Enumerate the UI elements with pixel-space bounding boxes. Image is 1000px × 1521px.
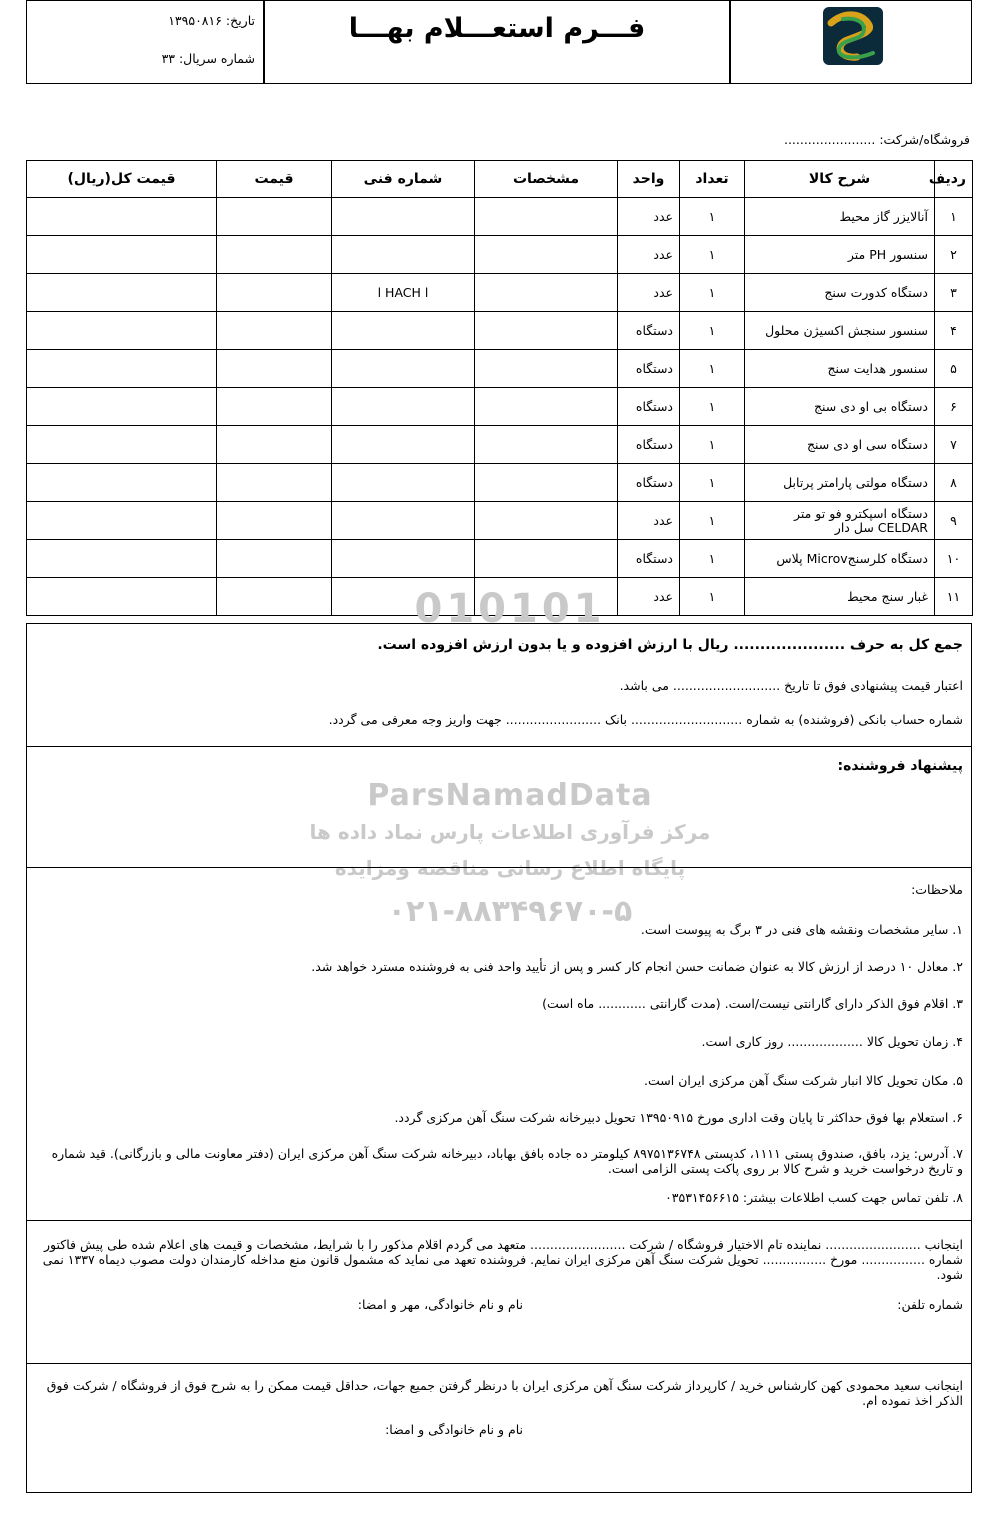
description-cell: سنسور سنجش اکسیژن محلول: [745, 312, 935, 350]
quantity-cell: ۱: [680, 426, 745, 464]
header-title-box: [264, 0, 730, 84]
unit-cell: دستگاه: [618, 540, 680, 578]
price-cell: [217, 350, 332, 388]
note-item: ۳. اقلام فوق الذکر دارای گارانتی نیست/است. (مدت گارانتی ............ ماه است): [542, 996, 963, 1011]
unit-cell: عدد: [618, 274, 680, 312]
note-item: ۷. آدرس: یزد، بافق، صندوق پستی ۱۱۱۱، کدپستی ۸۹۷۵۱۳۶۷۴۸ کیلومتر ده جاده بافق بهاباد، دبیرخانه شرکت سنگ آهن مرکزی ایران (دفتر معاونت مالی و بازرگانی). قید شماره و تاریخ درخواست خرید و شرح کالا بر روی پاکت پستی الزامی است.: [51, 1146, 963, 1176]
description-cell: دستگاه اسپکترو فو تو متر CELDAR سل دار: [745, 502, 935, 540]
tech-number-cell: [332, 426, 475, 464]
tech-number-cell: [332, 502, 475, 540]
description-cell: دستگاه کلرسنجMicrov پلاس: [745, 540, 935, 578]
total-price-cell: [27, 464, 217, 502]
specs-cell: [475, 502, 618, 540]
description-cell: آنالایزر گاز محیط: [745, 198, 935, 236]
row-number-cell: ۸: [935, 464, 973, 502]
total-section: [26, 623, 972, 747]
header-meta-box: [26, 0, 264, 84]
col-header-quantity: تعداد: [680, 161, 745, 198]
price-cell: [217, 578, 332, 616]
tech-number-cell: [332, 350, 475, 388]
row-number-cell: ۲: [935, 236, 973, 274]
total-price-cell: [27, 502, 217, 540]
items-table: [26, 160, 973, 616]
description-cell: دستگاه سی او دی سنج: [745, 426, 935, 464]
row-number-cell: ۱۰: [935, 540, 973, 578]
unit-cell: دستگاه: [618, 464, 680, 502]
bank-account: شماره حساب بانکی (فروشنده) به شماره ............................ بانک ........................ جهت واریز وجه معرفی می گردد.: [328, 712, 963, 727]
notes-title: ملاحظات:: [911, 882, 963, 897]
unit-cell: عدد: [618, 578, 680, 616]
total-price-cell: [27, 274, 217, 312]
buyer-statement: اینجانب سعید محمودی کهن کارشناس خرید / کارپرداز شرکت سنگ آهن مرکزی ایران با درنظر گرفتن جمیع جهات، حداقل قیمت ممکن را به شرح فوق از فروشگاه / شرکت فوق الذکر اخذ نموده ام.: [46, 1378, 963, 1408]
total-price-cell: [27, 236, 217, 274]
table-row: [27, 578, 973, 616]
specs-cell: [475, 578, 618, 616]
watermark-line1: مرکز فرآوری اطلاعات پارس نماد داده ها: [309, 820, 711, 844]
price-cell: [217, 198, 332, 236]
note-item: ۶. استعلام بها فوق حداکثر تا پایان وقت اداری مورخ ۱۳۹۵۰۹۱۵ تحویل دبیرخانه شرکت سنگ آهن مرکزی گردد.: [394, 1110, 963, 1125]
tech-number-cell: [332, 388, 475, 426]
total-price-cell: [27, 388, 217, 426]
signature-section: [26, 1220, 972, 1364]
quantity-cell: ۱: [680, 388, 745, 426]
table-row: [27, 426, 973, 464]
description-cell: دستگاه مولتی پارامتر پرتابل: [745, 464, 935, 502]
supplier-field: فروشگاه/شرکت: .......................: [783, 132, 970, 147]
form-title: فـــرم استعـــلام بهـــا: [348, 13, 646, 44]
quantity-cell: ۱: [680, 464, 745, 502]
row-number-cell: ۱۱: [935, 578, 973, 616]
specs-cell: [475, 426, 618, 464]
price-cell: [217, 312, 332, 350]
specs-cell: [475, 540, 618, 578]
total-price-cell: [27, 540, 217, 578]
quantity-cell: ۱: [680, 502, 745, 540]
specs-cell: [475, 274, 618, 312]
table-row: [27, 274, 973, 312]
row-number-cell: ۶: [935, 388, 973, 426]
seller-commitment: اینجانب ........................ نماینده تام الاختیار فروشگاه / شرکت ........................ متعهد می گردم اقلام مذکور را با شرایط، مشخصات و قیمت های اعلام شده طی پیش فاکتور شماره ................ مورخ ................ تحویل شرکت سنگ آهن مرکزی ایران نمایم. فروشنده تعهد می نماید که مشمول قانون منع مداخله کارمندان دولت مصوب دیماه ۱۳۳۷ نمی شود.: [42, 1237, 963, 1282]
unit-cell: دستگاه: [618, 388, 680, 426]
watermark-line2: پایگاه اطلاع رسانی مناقصه ومزایده: [334, 856, 686, 880]
col-header-total-price: قیمت کل(ریال): [27, 161, 217, 198]
quantity-cell: ۱: [680, 578, 745, 616]
watermark-brand: ParsNamadData: [367, 778, 653, 813]
table-row: [27, 236, 973, 274]
date-label: تاریخ: ۱۳۹۵۰۸۱۶: [168, 13, 255, 28]
serial-label: شماره سریال: ۳۳: [161, 51, 255, 66]
price-cell: [217, 464, 332, 502]
quantity-cell: ۱: [680, 312, 745, 350]
table-row: [27, 502, 973, 540]
company-logo: [823, 7, 883, 65]
seller-offer-label: پیشنهاد فروشنده:: [837, 758, 963, 774]
note-item: ۱. سایر مشخصات ونقشه های فنی در ۳ برگ به پیوست است.: [640, 922, 963, 937]
specs-cell: [475, 464, 618, 502]
price-cell: [217, 236, 332, 274]
quantity-cell: ۱: [680, 350, 745, 388]
note-item: ۴. زمان تحویل کالا ................... روز کاری است.: [701, 1034, 963, 1049]
unit-cell: دستگاه: [618, 426, 680, 464]
price-cell: [217, 274, 332, 312]
table-row: [27, 388, 973, 426]
specs-cell: [475, 350, 618, 388]
note-item: ۵. مکان تحویل کالا انبار شرکت سنگ آهن مرکزی ایران است.: [644, 1073, 963, 1088]
row-number-cell: ۱: [935, 198, 973, 236]
quantity-cell: ۱: [680, 540, 745, 578]
price-cell: [217, 540, 332, 578]
col-header-price: قیمت: [217, 161, 332, 198]
table-row: [27, 198, 973, 236]
col-header-row-number: ردیف: [935, 161, 973, 198]
tech-number-cell: [332, 198, 475, 236]
tech-number-cell: [332, 578, 475, 616]
table-row: [27, 540, 973, 578]
row-number-cell: ۷: [935, 426, 973, 464]
description-cell: سنسور هدایت سنج: [745, 350, 935, 388]
watermark-phone: ۰۲۱-۸۸۳۴۹۶۷۰-۵: [387, 894, 633, 929]
seller-name-sign-label: نام و نام خانوادگی، مهر و امضا:: [357, 1297, 523, 1312]
tech-number-cell: [332, 312, 475, 350]
total-price-cell: [27, 426, 217, 464]
specs-cell: [475, 236, 618, 274]
unit-cell: عدد: [618, 198, 680, 236]
price-cell: [217, 426, 332, 464]
header-logo-box: [730, 0, 972, 84]
price-cell: [217, 502, 332, 540]
col-header-tech-number: شماره فنی: [332, 161, 475, 198]
description-cell: سنسور PH متر: [745, 236, 935, 274]
total-price-cell: [27, 578, 217, 616]
tech-number-cell: [332, 464, 475, 502]
price-validity: اعتبار قیمت پیشنهادی فوق تا تاریخ ........................... می باشد.: [619, 678, 963, 693]
phone-label: شماره تلفن:: [897, 1297, 963, 1312]
total-price-cell: [27, 198, 217, 236]
description-cell: دستگاه بی او دی سنج: [745, 388, 935, 426]
description-cell: دستگاه کدورت سنج: [745, 274, 935, 312]
unit-cell: عدد: [618, 502, 680, 540]
specs-cell: [475, 198, 618, 236]
col-header-description: شرح کالا: [745, 161, 935, 198]
tech-number-cell: [332, 540, 475, 578]
total-price-cell: [27, 312, 217, 350]
total-price-cell: [27, 350, 217, 388]
quantity-cell: ۱: [680, 198, 745, 236]
description-cell: غبار سنج محیط: [745, 578, 935, 616]
seller-offer-section: [26, 746, 972, 868]
tech-number-cell: [332, 236, 475, 274]
notes-section: [26, 867, 972, 1221]
col-header-unit: واحد: [618, 161, 680, 198]
watermark-digits: 010101: [414, 586, 606, 632]
row-number-cell: ۴: [935, 312, 973, 350]
total-in-words: جمع کل به حرف ..................... ریال با ارزش افزوده و یا بدون ارزش افزوده است.: [377, 637, 963, 653]
buyer-name-sign-label: نام و نام خانوادگی و امضا:: [385, 1422, 523, 1437]
buyer-section: [26, 1363, 972, 1493]
quantity-cell: ۱: [680, 274, 745, 312]
col-header-specs: مشخصات: [475, 161, 618, 198]
specs-cell: [475, 312, 618, 350]
unit-cell: دستگاه: [618, 312, 680, 350]
row-number-cell: ۳: [935, 274, 973, 312]
note-item: ۲. معادل ۱۰ درصد از ارزش کالا به عنوان ضمانت حسن انجام کار کسر و پس از تأیید واحد فنی به فروشنده مسترد خواهد شد.: [311, 959, 963, 974]
row-number-cell: ۹: [935, 502, 973, 540]
quantity-cell: ۱: [680, 236, 745, 274]
price-cell: [217, 388, 332, 426]
row-number-cell: ۵: [935, 350, 973, 388]
specs-cell: [475, 388, 618, 426]
table-header-row: [27, 161, 973, 198]
unit-cell: عدد: [618, 236, 680, 274]
table-row: [27, 312, 973, 350]
table-row: [27, 464, 973, 502]
tech-number-cell: l HACH l: [332, 274, 475, 312]
table-row: [27, 350, 973, 388]
note-item: ۸. تلفن تماس جهت کسب اطلاعات بیشتر: ۰۳۵۳۱۴۵۶۶۱۵: [665, 1190, 963, 1205]
unit-cell: دستگاه: [618, 350, 680, 388]
